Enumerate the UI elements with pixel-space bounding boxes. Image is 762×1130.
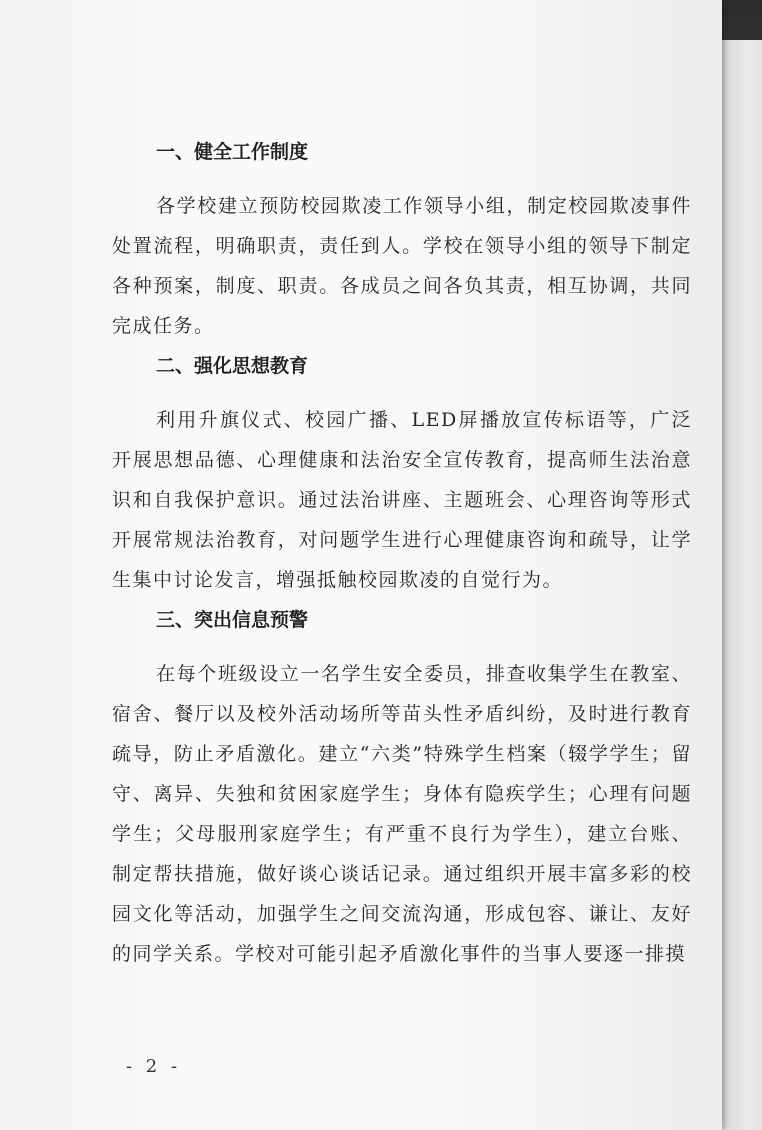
document-body [112, 140, 692, 982]
page-number: - 2 - [126, 1056, 182, 1077]
section-paragraph-1: 各学校建立预防校园欺凌工作领导小组，制定校园欺凌事件处置流程，明确职责，责任到人。学校在领导小组的领导下制定各种预案，制度、职责。各成员之间各负其责，相互协调，共同完成任务。 [112, 195, 692, 337]
section-heading-2: 二、强化思想教育 [156, 355, 309, 377]
section-paragraph-2: 利用升旗仪式、校园广播、LED屏播放宣传标语等，广泛开展思想品德、心理健康和法治安全宣传教育，提高师生法治意识和自我保护意识。通过法治讲座、主题班会、心理咨询等形式开展常规法治教育，对问题学生进行心理健康咨询和疏导，让学生集中讨论发言，增强抵触校园欺凌的自觉行为。 [112, 409, 692, 591]
section-heading-3: 三、突出信息预警 [156, 609, 309, 631]
section-heading-1: 一、健全工作制度 [156, 141, 309, 163]
section-paragraph-3: 在每个班级设立一名学生安全委员，排查收集学生在教室、宿舍、餐厅以及校外活动场所等苗头性矛盾纠纷，及时进行教育疏导，防止矛盾激化。建立“六类”特殊学生档案（辍学学生；留守、离异、失独和贫困家庭学生；身体有隐疾学生；心理有问题学生；父母服刑家庭学生；有严重不良行为学生），建立台账、制定帮扶措施，做好谈心谈话记录。通过组织开展丰富多彩的校园文化等活动，加强学生之间交流沟通，形成包容、谦让、友好的同学关系。学校对可能引起矛盾激化事件的当事人要逐一排摸 [112, 663, 692, 965]
